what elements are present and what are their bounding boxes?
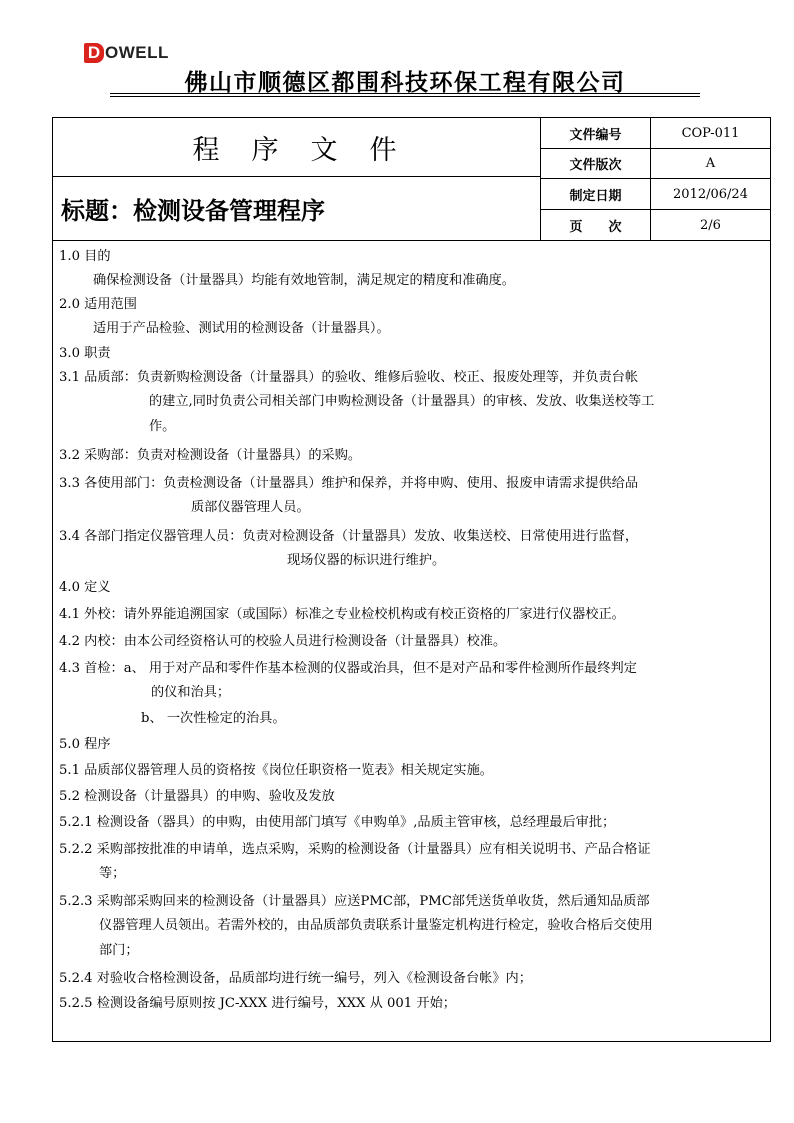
paragraph-line: 3.3 各使用部门：负责检测设备（计量器具）维护和保养，并将申购、使用、报废申请需求提供给品	[59, 476, 639, 491]
section-heading: 4.0 定义	[59, 580, 111, 595]
field-label-doc-number: 文件编号	[541, 118, 651, 149]
paragraph-line: 3.4 各部门指定仪器管理人员：负责对检测设备（计量器具）发放、收集送校、日常使用进行监督，	[59, 529, 639, 544]
paragraph-line: 仪器管理人员领出。若需外校的，由品质部负责联系计量鉴定机构进行检定，验收合格后交使用	[99, 918, 653, 933]
header-rule-thick	[110, 93, 700, 94]
field-label-version: 文件版次	[541, 149, 651, 179]
section-heading: 1.0 目的	[59, 249, 111, 264]
paragraph-line: 部门；	[99, 943, 139, 958]
paragraph-line: 作。	[149, 419, 176, 434]
header-rule-thin	[110, 96, 700, 97]
section-heading: 2.0 适用范围	[59, 297, 137, 312]
paragraph-line: 5.2 检测设备（计量器具）的申购、验收及发放	[59, 789, 335, 804]
doc-title: 标题：检测设备管理程序	[53, 177, 541, 240]
section-heading: 3.0 职责	[59, 346, 111, 361]
paragraph-line: 现场仪器的标识进行维护。	[287, 553, 446, 568]
paragraph-line: 适用于产品检验、测试用的检测设备（计量器具）。	[93, 321, 390, 336]
doc-type: 程序文件	[53, 118, 541, 177]
paragraph-line: 5.2.3 采购部采购回来的检测设备（计量器具）应送PMC部，PMC部凭送货单收货，然后通知品质部	[59, 894, 650, 909]
paragraph-line: 5.2.1 检测设备（器具）的申购，由使用部门填写《申购单》,品质主管审核，总经理最后审批；	[59, 815, 616, 830]
paragraph-line: 的建立,同时负责公司相关部门申购检测设备（计量器具）的审核、发放、收集送校等工	[149, 394, 655, 409]
company-name: 佛山市顺德区都围科技环保工程有限公司	[184, 70, 626, 96]
document-header-table	[53, 118, 770, 241]
logo-text: OWELL	[105, 43, 169, 62]
paragraph-line: 等；	[99, 866, 126, 881]
paragraph-line: 5.2.4 对验收合格检测设备，品质部均进行统一编号，列入《检测设备台帐》内；	[59, 971, 532, 986]
paragraph-line: b、 一次性检定的治具。	[141, 711, 286, 726]
paragraph-line: 5.2.2 采购部按批准的申请单，选点采购，采购的检测设备（计量器具）应有相关说明书、产品合格证	[59, 842, 651, 857]
field-label-date: 制定日期	[541, 179, 651, 210]
field-value-doc-number: COP-011	[651, 118, 770, 149]
field-value-version: A	[651, 149, 770, 179]
field-value-date: 2012/06/24	[651, 179, 770, 210]
paragraph-line: 4.2 内校：由本公司经资格认可的校验人员进行检测设备（计量器具）校准。	[59, 634, 507, 649]
paragraph-line: 4.1 外校：请外界能追溯国家（或国际）标准之专业检校机构或有校正资格的厂家进行仪器校正。	[59, 607, 625, 622]
field-label-page: 页 次	[541, 210, 651, 240]
section-heading: 5.0 程序	[59, 737, 111, 752]
paragraph-line: 5.2.5 检测设备编号原则按 JC-XXX 进行编号，XXX 从 001 开始；	[59, 996, 456, 1011]
field-value-page: 2/6	[700, 217, 721, 233]
logo-mark: D	[84, 43, 104, 63]
paragraph-line: 3.2 采购部：负责对检测设备（计量器具）的采购。	[59, 448, 362, 463]
paragraph-line: 确保检测设备（计量器具）均能有效地管制，满足规定的精度和准确度。	[93, 273, 515, 288]
paragraph-line: 3.1 品质部：负责新购检测设备（计量器具）的验收、维修后验收、校正、报废处理等，并负责台帐	[59, 370, 639, 385]
paragraph-line: 质部仪器管理人员。	[191, 500, 310, 515]
document-frame	[52, 117, 771, 1042]
company-logo	[84, 42, 169, 64]
paragraph-line: 4.3 首检：a、 用于对产品和零件作基本检测的仪器或治具，但不是对产品和零件检测所作最终判定	[59, 661, 637, 676]
paragraph-line: 的仪和治具；	[151, 685, 231, 700]
paragraph-line: 5.1 品质部仪器管理人员的资格按《岗位任职资格一览表》相关规定实施。	[59, 763, 493, 778]
